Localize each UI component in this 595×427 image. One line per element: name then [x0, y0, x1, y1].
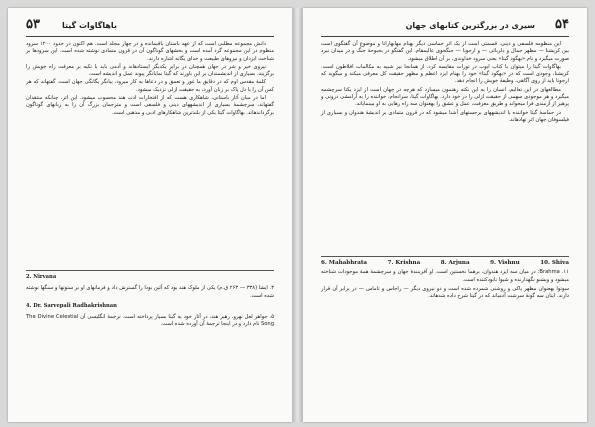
footnote-term: 8. Arjuna — [440, 260, 470, 266]
footnote: ۵. جواهر لعل نهرو، رهبر هند، در آثار خود به گیتا بسیار پرداخته است. ترجمهٔ انگلیسی آن The Divine Celestial Song نام دارد و در اینجا ترجمهٔ آن آورده شده است. — [26, 314, 274, 328]
footnote-term: 10. Shiva — [540, 260, 569, 266]
paragraph: کلمهٔ مقدس اوم که در دقایق ما غور و تعمق و در دعاها به کار میرود، بیانگر یگانگی جهان است. گفتهاند که هر کس آن را با دل پاک بر زبان آورد، به حقیقت ازلی نزدیک میشود. — [26, 79, 274, 93]
page-number: ۵۴ — [555, 17, 569, 32]
footnote-rule — [321, 256, 569, 257]
paragraph: مطالعهای در این تعالیم، انسان را به این نکته رهنمون میسازد که هرچه در جهان است از ایزد یکتا سرچشمه میگیرد و هر موجودی سهمی از حقیقت ازلی را در خود دارد. بهاگاوات گیتا، سرانجام، خواننده را به آرامشی درونی و پرهیز از آزمندی فرا میخواند و طریق معرفت، عمل و عشق را بهعنوان سه راه رهایی به او مینمایاند. — [321, 86, 569, 108]
footnotes — [321, 260, 569, 300]
footnote-term: 2. Nirvana — [26, 274, 57, 280]
footnote-term: 4. Dr. Sarvepali Radhakrishnan — [26, 302, 117, 309]
paragraph: بهاگاوات گیتا را میتوان با کتاب ایوب در تورات مقایسه کرد. از همانجا نیز شبیه به مکالمات افلاطون است. کریشنا، وجودی است که در «بهگود گیتا» خود را بهنام ایزد اعظم و مظهر حقیقت کل معرفی میکند و میگوید که ارجونا باید از روی آگاهی، وظیفهٔ خویش را انجام دهد. — [321, 63, 569, 85]
paragraph: اما در میان آثار باستانی، شاهکاری هست که از افتخارات ادب هند محسوب میشود. این اثر، چنانکه منتقدان گفتهاند، سرچشمهٔ بسیاری از اندیشههای دینی و فلسفی است و مترجمان بزرگ آن را به زبانهای گوناگون برگرداندهاند. بهاگاوات گیتا یکی از بلندترین شاهکارهای ادبی و مذهبی است. — [26, 95, 274, 116]
page-header — [321, 17, 569, 34]
book-spine — [293, 8, 302, 422]
page-header — [26, 17, 274, 34]
footnote-term: 6. Mahabhrata — [321, 260, 368, 266]
running-title: باهاگاوات گیتا — [62, 21, 117, 30]
header-rule — [321, 36, 569, 37]
footnote: ۱۱. Brahma: در میان سه ایزد هندوان، برهما نخستین است. او آفرینندهٔ جهان و سرچشمهٔ همهٔ موجودات شناخته میشود و ویشنو نگهدارنده و شیوا نابودکننده است. — [321, 269, 569, 283]
footnote-term: 7. Krishna — [387, 260, 421, 266]
footnote-rule — [26, 270, 274, 271]
paragraph: نیروی خیر و شر در جهان همچنان در برابر یکدیگر ایستادهاند و آدمی باید با تکیه بر معرفت راه خویش را برگزیند. بسیاری از اندیشمندان بر این باورند که گیتا نمایانگر پیوند عمل و اندیشه است. — [26, 63, 274, 78]
page-53 — [8, 8, 292, 422]
footnote-term: 9. Vishnu — [490, 260, 520, 266]
footnotes — [26, 274, 274, 329]
main-text — [26, 41, 274, 118]
footnote-terms — [321, 260, 569, 267]
paragraph: این منظومه فلسفی و دینی، قسمتی است از یک اثر حماسی دیگر بهنام مهابهاراتا و موضوع آن گفتگوی است بین کریشنا — مظهر جمال و دلربائی — و ارجونا — جنگجوی عالیمقام. این گفتگو در بحبوحهٔ جنگ و در میدان نبرد صورت میگیرد و نام «بهگود گیتا» یعنی سرود خداوندی، بر آن اطلاق میشود. — [321, 41, 569, 62]
paragraph: دانش مجموعه مطلبی است که از عهد باستان باقیمانده و در چهار مجلد است. هم اکنون در حدود ۱۲۰۰ سرود منظوم در این مجموعه گرد آمده است و بخشهای گوناگون آن در قرون متمادی نوشته شده است. این سرودها بر شناخت ایزدان و نیروهای طبیعت و خدای یگانه اشاره دارند. — [26, 41, 274, 62]
paragraph: در حماسهٔ گیتا خواننده با اندیشههای برجستهای آشنا میشود که در قرون متمادی بر اندیشهٔ هندوان و بسیاری از فیلسوفان جهان اثر نهادهاند. — [321, 109, 569, 123]
running-title: سیری در بزرگترین کتابهای جهان — [405, 21, 535, 30]
header-rule — [26, 36, 274, 37]
main-text — [321, 41, 569, 125]
page-54 — [303, 8, 587, 422]
footnote: ۳. ایشا (۳۳۸ — ۲۶۳ ق.م) یکی از ملوک هند بود که آئین بودا را گسترش داد و فرمانهای او بر ستونها و سنگها نوشته شده است. — [26, 285, 274, 299]
page-number: ۵۳ — [26, 17, 40, 32]
footnote: سوتوا بهعنوان مظهر پاکی و روشنی شمرده شده است و دو نیروی دیگر — راجاس و تاماس — در برابر آن قرار دارند. اینان سه گونهٔ سرشت آدمیاند که در گیتا شرح داده شدهاند. — [321, 285, 569, 300]
